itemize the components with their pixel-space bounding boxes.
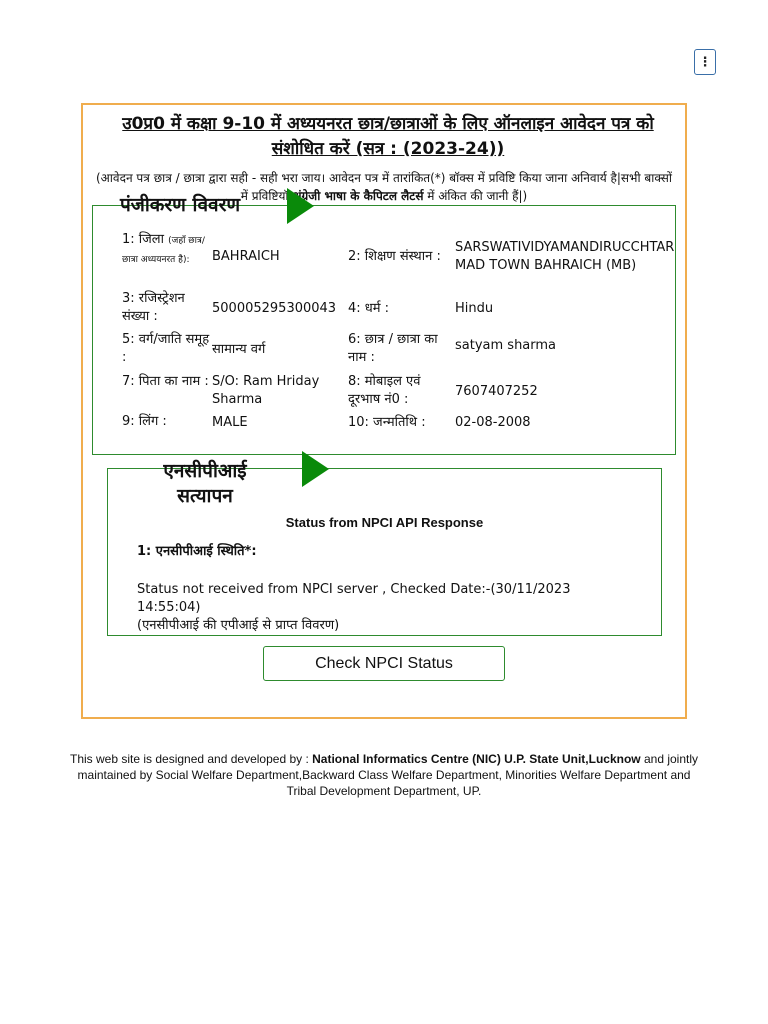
npci-status-value: Status not received from NPCI server , Checked Date:-(30/11/2023 14:55:04) (एनसीपीआई की एपीआई से प्राप्त विवरण): [137, 582, 571, 633]
institution-value: SARSWATIVIDYAMANDIRUCCHTAR MAD TOWN BAHRAICH (MB): [455, 240, 675, 273]
dob-label: 10: जन्मतिथि :: [348, 415, 426, 430]
gender-value: MALE: [212, 415, 248, 430]
mobile-label: 8: मोबाइल एवं दूरभाष नं0 :: [348, 374, 421, 407]
form-instructions: (आवेदन पत्र छात्र / छात्रा द्वारा सही - सही भरा जाय। आवेदन पत्र में तारांकित(*) बॉक्स में प्रविष्टि किया जाना अनिवार्य है|सभी बाक्सों में प्रविष्टियॉ अंग्रेजी भाषा के कैपिटल लैटर्स में अंकित की जानी हैं|): [95, 171, 673, 203]
mobile-value: 7607407252: [455, 384, 538, 399]
page-title: उ0प्र0 में कक्षा 9-10 में अध्ययनरत छात्र/छात्राओं के लिए ऑनलाइन आवेदन पत्र को संशोधित करें (सत्र : (2023-24)): [122, 114, 654, 159]
category-value: सामान्य वर्ग: [212, 342, 266, 357]
gender-label: 9: लिंग :: [122, 414, 167, 429]
student-name-label: 6: छात्र / छात्रा का नाम :: [348, 332, 438, 365]
registration-number-label: 3: रजिस्ट्रेशन संख्या :: [122, 291, 185, 324]
district-value: BAHRAICH: [212, 249, 280, 264]
religion-value: Hindu: [455, 301, 494, 316]
religion-label: 4: धर्म :: [348, 301, 390, 316]
institution-label: 2: शिक्षण संस्थान :: [348, 249, 441, 264]
npci-status-label: 1: एनसीपीआई स्थिति*:: [137, 544, 257, 559]
district-label: 1: जिला (जहाँ छात्र/छात्रा अध्ययनरत है):: [122, 232, 205, 265]
father-name-value: S/O: Ram Hriday Sharma: [212, 374, 320, 407]
footer-credits: This web site is designed and developed by : National Informatics Centre (NIC) U.P. State Unit,Lucknow and jointly maintained by Social Welfare Department,Backward Class Welfare Department, Minorities Welfare Department and Tribal Development Department, UP.: [69, 752, 699, 798]
menu-button[interactable]: [694, 49, 716, 75]
npci-title: एनसीपीआई सत्यापन: [163, 460, 247, 507]
dob-value: 02-08-2008: [455, 415, 531, 430]
arrow-right-icon: [302, 451, 329, 487]
student-name-value: satyam sharma: [455, 338, 557, 353]
vertical-dots-icon: ⋮: [698, 54, 712, 70]
npci-response-heading: Status from NPCI API Response: [285, 515, 484, 530]
father-name-label: 7: पिता का नाम :: [122, 374, 209, 389]
registration-number-value: 500005295300043: [212, 301, 337, 316]
arrow-right-icon: [287, 188, 314, 224]
category-label: 5: वर्ग/जाति समूह :: [122, 332, 210, 365]
check-npci-status-button[interactable]: Check NPCI Status: [263, 646, 505, 681]
registration-title: पंजीकरण विवरण: [120, 194, 241, 216]
